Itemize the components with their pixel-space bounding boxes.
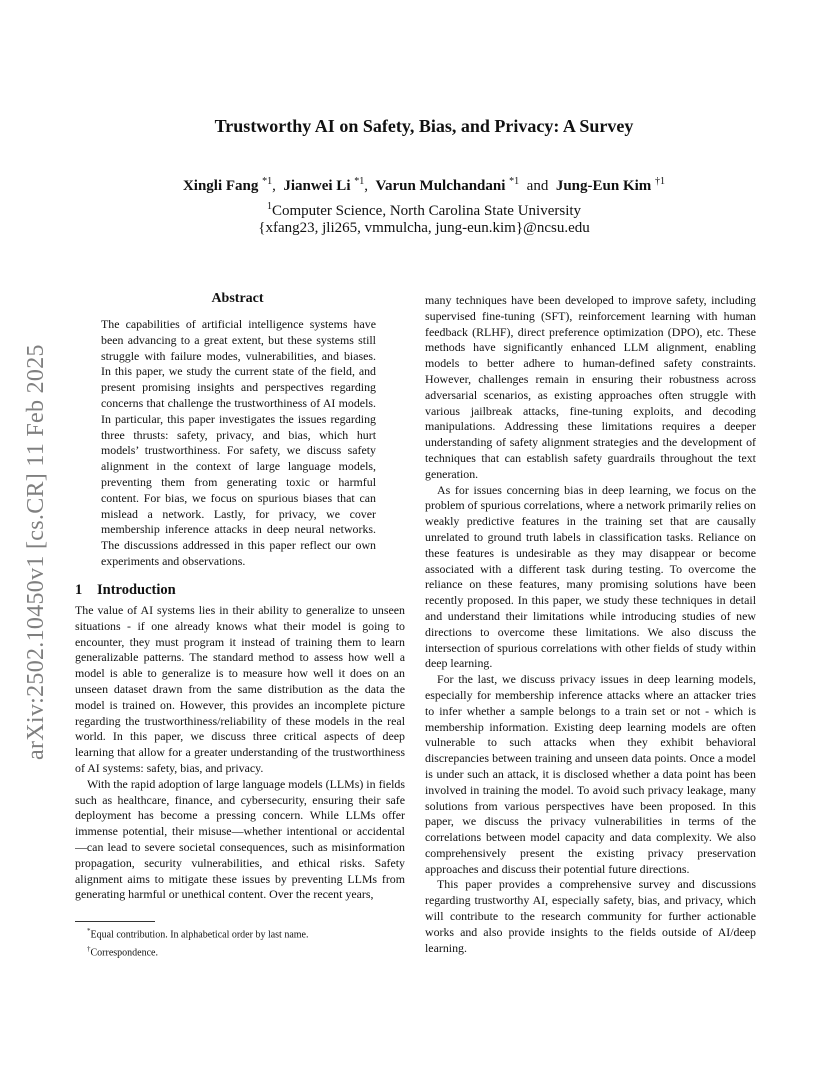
author-name: Varun Mulchandani <box>375 178 506 194</box>
footnote-divider <box>75 921 155 922</box>
paper-title: Trustworthy AI on Safety, Bias, and Privacy: A Survey <box>214 116 634 136</box>
affiliation-text: Computer Science, North Carolina State University <box>271 203 582 219</box>
section-heading-introduction <box>75 582 405 599</box>
footnote <box>75 942 405 960</box>
author-mark: *1 <box>354 176 365 187</box>
footnotes <box>75 924 405 961</box>
author-mark: †1 <box>655 176 666 187</box>
arxiv-identifier-text: arXiv:2502.10450v1 [cs.CR] 11 Feb 2025 <box>23 344 49 760</box>
author-list: Xingli Fang $^{*1}$, Jianwei Li $^{*1}$, Varun Mulchandani $^{*1}$ and Jung-Eun Kim $^{\dagger 1}$ <box>182 176 666 194</box>
author-emails: {xfang23, jli265, vmmulcha, jung-eun.kim}@ncsu.edu <box>258 220 590 236</box>
body-paragraph: many techniques have been developed to improve safety, including supervised fine-tuning (SFT), reinforcement learning with human feedback (RLHF), direct preference optimization (DPO), etc. These methods have significantly enhanced LLM alignment, enabling models to better adhere to human-defined safety constraints. However, challenges remain in ensuring their robustness across adversarial scenarios, as existing approaches often struggle with various jailbreak attacks, fine-tuning exploits, and decoding manipulations. Addressing these limitations requires a deeper understanding of safety alignment strategies and the development of techniques that can establish safety guardrails throughout the text generation. <box>425 293 756 481</box>
section-title-text: Introduction <box>97 582 176 598</box>
author-name: Xingli Fang <box>182 178 259 194</box>
body-paragraph: For the last, we discuss privacy issues in deep learning models, especially for membership inference attacks where an attacker tries to infer whether a sample belongs to a train set or not - which is membership information. Existing deep learning models are often vulnerable to such attacks when they exhibit behavioral discrepancies between training and unseen data points. Once a model is under such an attack, it is disclosed whether a data point has been involved in training the model. To avoid such privacy leakage, many solutions from various perspectives have been proposed. In this paper, we discuss the privacy vulnerabilities in terms of the correlations between model capacity and data complexity. We also comprehensively present the existing privacy preservation approaches and discuss their potential future directions. <box>425 672 756 876</box>
body-paragraph: The value of AI systems lies in their ability to generalize to unseen situations - if one already knows what their model is going to encounter, they must program it instead of training them to learn generalizable patterns. The standard method to assess how well a model is able to generalize is to measure how well it does on an unseen dataset drawn from the same distribution as the data the model is trained on. However, this provides an incomplete picture regarding the trustworthiness/reliability of these models in the real world. In this paper, we discuss three critical aspects of deep learning that allow for a greater understanding of the trustworthiness of AI systems: safety, bias, and privacy. <box>75 603 405 775</box>
body-column-right <box>425 293 756 958</box>
footnote-mark: † <box>87 945 91 954</box>
author-name: Jung-Eun Kim <box>555 178 652 194</box>
footnote-mark: * <box>87 927 91 935</box>
body-paragraph: This paper provides a comprehensive survey and discussions regarding trustworthy AI, especially safety, bias, and privacy, which will contribute to the research community for further actionable works and also provide insights to the fields outside of AI/deep learning. <box>425 877 756 955</box>
arxiv-identifier-stamp <box>21 290 51 760</box>
author-conjunction: and <box>526 178 549 194</box>
body-paragraph: As for issues concerning bias in deep learning, we focus on the problem of spurious correlations, where a network primarily relies on weakly predictive features in the training set that are causally unrelated to ground truth labels in classification tasks. Reliance on these features is undesirable as they may disappear or become associated with a different task during testing. To overcome the reliance on these features, many promising solutions have been recently proposed. In this paper, we study these techniques in detail and understand their limitations while introducing studies of new directions to overcome these limitations. We also discuss the intersection of spurious correlations with other fields of study within deep learning. <box>425 482 756 671</box>
affiliation-mark: 1 <box>266 201 272 212</box>
body-column-left <box>75 603 405 918</box>
abstract-heading: Abstract <box>211 291 264 306</box>
author-mark: *1 <box>509 176 520 187</box>
abstract-text: The capabilities of artificial intelligence systems have been advancing to a great extent, but these systems still struggle with failure modes, vulnerabilities, and biases. In this paper, we study the current state of the field, and present promising insights and perspectives regarding concerns that challenge the trustworthiness of AI models. In particular, this paper investigates the issues regarding three thrusts: safety, privacy, and bias, which hurt models’ trustworthiness. For safety, we discuss safety alignment in the context of large language models, preventing them from generating toxic or harmful content. For bias, we focus on spurious biases that can mislead a network. Lastly, for privacy, we cover membership inference attacks in deep neural networks. The discussions addressed in this paper reflect our own experiments and observations. <box>101 317 376 568</box>
author-mark: *1 <box>262 176 273 187</box>
section-number: 1 <box>75 582 83 598</box>
footnote <box>75 924 405 942</box>
body-paragraph: With the rapid adoption of large language models (LLMs) in fields such as healthcare, finance, and cybersecurity, ensuring their safe deployment has become a pressing concern. While LLMs offer immense potential, their misuse—whether intentional or accidental—can lead to severe societal consequences, such as misinformation propagation, security vulnerabilities, and ethical risks. Safety alignment aims to mitigate these issues by preventing LLMs from generating harmful or unethical content. Over the recent years, <box>75 776 405 902</box>
footnote-text: Correspondence. <box>90 947 158 959</box>
author-name: Jianwei Li <box>283 178 351 194</box>
footnote-text: Equal contribution. In alphabetical order by last name. <box>90 929 309 941</box>
